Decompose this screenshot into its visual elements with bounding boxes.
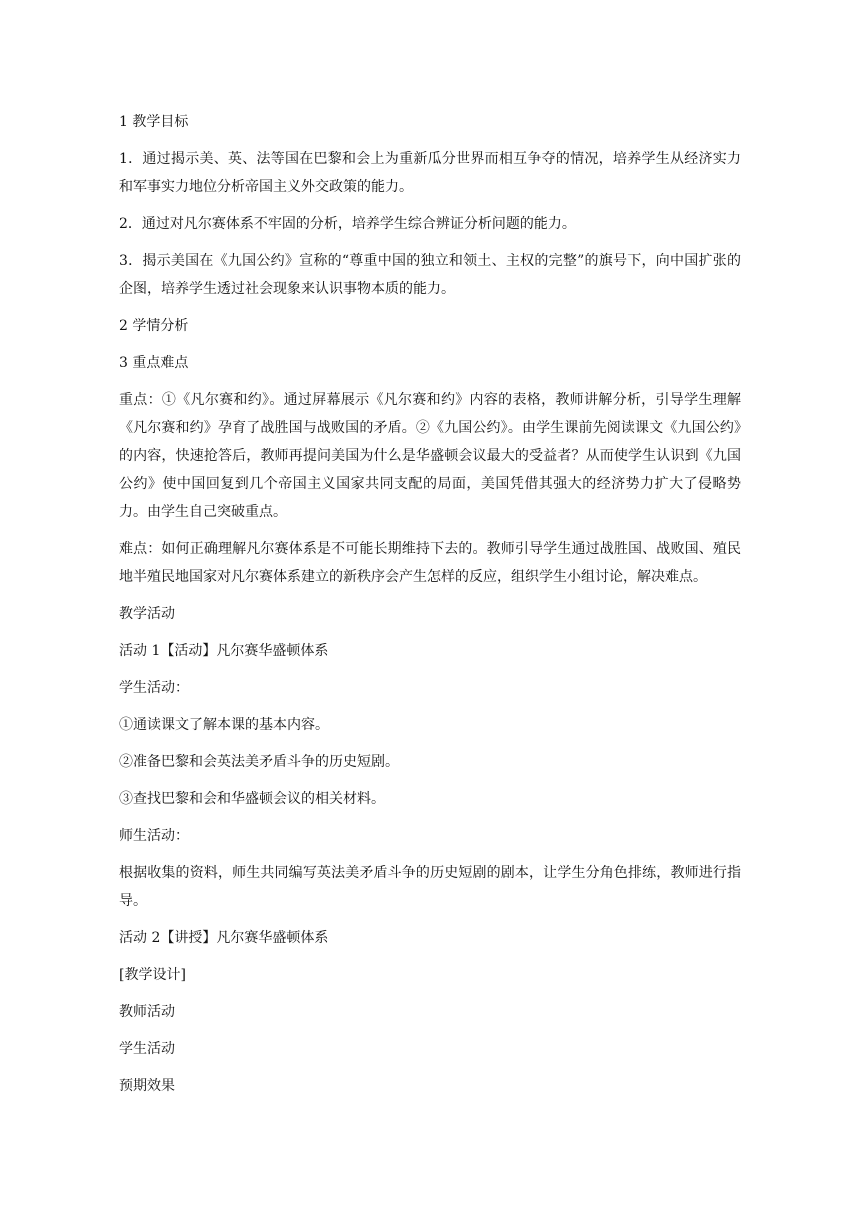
student-activity-label: 学生活动 xyxy=(119,1041,175,1057)
teaching-design-label: [教学设计] xyxy=(119,967,186,983)
goal-item-3: 3．揭示美国在《九国公约》宣称的“尊重中国的独立和领土、主权的完整”的旗号下，向中国扩张的企图，培养学生透过社会现象来认识事物本质的能力。 xyxy=(119,253,741,297)
student-activity-item-2: ②准备巴黎和会英法美矛盾斗争的历史短剧。 xyxy=(119,754,399,770)
heading-student-analysis: 2 学情分析 xyxy=(119,318,189,334)
heading-teaching-goals: 1 教学目标 xyxy=(119,114,189,130)
teacher-activity-label: 教师活动 xyxy=(119,1004,175,1020)
difficult-points-paragraph: 难点：如何正确理解凡尔赛体系是不可能长期维持下去的。教师引导学生通过战胜国、战败国、殖民地半殖民地国家对凡尔赛体系建立的新秩序会产生怎样的反应，组织学生小组讨论，解决难点。 xyxy=(119,541,741,585)
student-activity-item-3: ③查找巴黎和会和华盛顿会议的相关材料。 xyxy=(119,791,385,807)
student-activities-label: 学生活动： xyxy=(119,680,189,696)
goal-item-2: 2．通过对凡尔赛体系不牢固的分析，培养学生综合辨证分析问题的能力。 xyxy=(119,216,576,232)
key-points-paragraph: 重点：①《凡尔赛和约》。通过屏幕展示《凡尔赛和约》内容的表格，教师讲解分析，引导学生理解《凡尔赛和约》孕育了战胜国与战败国的矛盾。②《九国公约》。由学生课前先阅读课文《九国公约》的内容，快速抢答后，教师再提问美国为什么是华盛顿会议最大的受益者？从而使学生认识到《九国公约》使中国回复到几个帝国主义国家共同支配的局面，美国凭借其强大的经济势力扩大了侵略势力。由学生自己突破重点。 xyxy=(119,392,741,520)
expected-effect-label: 预期效果 xyxy=(119,1078,175,1094)
student-activity-item-1: ①通读课文了解本课的基本内容。 xyxy=(119,717,329,733)
heading-teaching-activities: 教学活动 xyxy=(119,606,175,622)
activity-1-title: 活动 1【活动】凡尔赛华盛顿体系 xyxy=(119,643,329,659)
document-body xyxy=(119,108,741,1109)
activity-2-title: 活动 2【讲授】凡尔赛华盛顿体系 xyxy=(119,930,329,946)
teacher-student-activity-paragraph: 根据收集的资料，师生共同编写英法美矛盾斗争的历史短剧的剧本，让学生分角色排练，教师进行指导。 xyxy=(119,865,741,909)
heading-key-difficult-points: 3 重点难点 xyxy=(119,355,189,371)
teacher-student-activities-label: 师生活动： xyxy=(119,828,189,844)
goal-item-1: 1．通过揭示美、英、法等国在巴黎和会上为重新瓜分世界而相互争夺的情况，培养学生从经济实力和军事实力地位分析帝国主义外交政策的能力。 xyxy=(119,151,741,195)
